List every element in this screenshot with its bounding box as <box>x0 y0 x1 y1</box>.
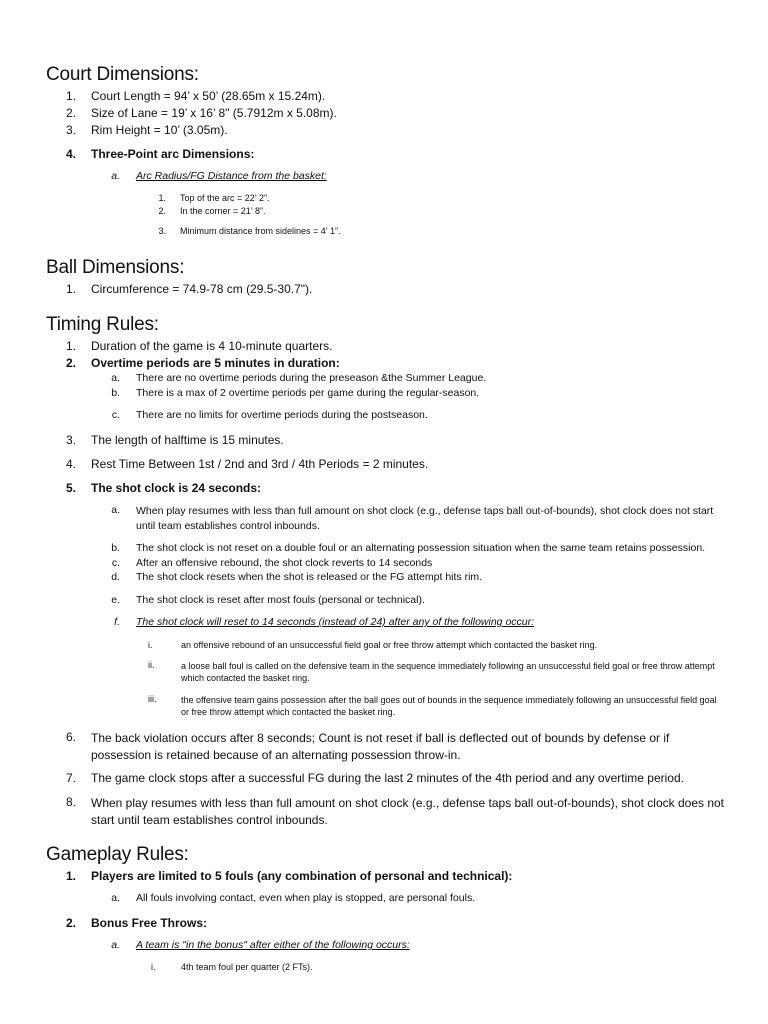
item-text: Circumference = 74.9-78 cm (29.5-30.7"). <box>91 282 313 296</box>
item-text: Rim Height = 10’ (3.05m). <box>91 123 228 137</box>
item-text: In the corner = 21’ 8”. <box>180 206 266 216</box>
item-text: The shot clock resets when the shot is released or the FG attempt hits rim. <box>136 571 483 583</box>
item-number: 1. <box>158 193 166 203</box>
item-number: 8. <box>65 795 76 809</box>
ball-dimensions-heading: Ball Dimensions: <box>46 257 185 278</box>
item-text: Arc Radius/FG Distance from the basket: <box>136 170 327 182</box>
item-text: Size of Lane = 19’ x 16’ 8" (5.7912m x 5.08m). <box>91 106 337 120</box>
item-text: a loose ball foul is called on the defensive team in the sequence immediately following an unsuccessful field goal or free throw attempt which contacted the basket ring. <box>181 661 715 683</box>
item-number: 2. <box>65 916 76 930</box>
item-number: 6. <box>65 730 76 744</box>
item-text: the offensive team gains possession after the ball goes out of bounds in the sequence immediately following an unsuccessful field goal or free throw attempt which contacted the basket ring. <box>181 695 717 717</box>
item-text: A team is "in the bonus" after either of the following occurs: <box>136 939 410 951</box>
item-number: 3. <box>65 123 76 137</box>
item-text: Rest Time Between 1st / 2nd and 3rd / 4th Periods = 2 minutes. <box>91 457 429 471</box>
item-number: 4. <box>65 147 76 161</box>
item-number: 1. <box>65 282 76 296</box>
item-number: 1. <box>65 869 76 883</box>
item-letter: b. <box>111 542 120 554</box>
item-letter: a. <box>111 892 120 904</box>
item-number: 2. <box>65 356 76 370</box>
item-roman: i. <box>151 962 156 972</box>
item-text: The shot clock will reset to 14 seconds (instead of 24) after any of the following occur: <box>136 616 535 628</box>
item-number: 1. <box>65 89 76 103</box>
item-roman: i. <box>148 640 153 650</box>
item-text: Bonus Free Throws: <box>91 916 208 930</box>
item-text: Players are limited to 5 fouls (any combination of personal and technical): <box>91 869 513 883</box>
item-text: Overtime periods are 5 minutes in duration: <box>91 356 340 370</box>
item-text: Court Length = 94’ x 50’ (28.65m x 15.24m). <box>91 89 326 103</box>
court-dimensions-heading: Court Dimensions: <box>46 64 199 85</box>
item-number: 7. <box>65 771 76 785</box>
item-text: Minimum distance from sidelines = 4’ 1”. <box>180 226 341 236</box>
item-text: When play resumes with less than full amount on shot clock (e.g., defense taps ball out-of-bounds), shot clock does not start until team establishes control inbounds. <box>91 796 725 827</box>
item-number: 5. <box>65 481 76 495</box>
item-roman: ii. <box>148 660 155 670</box>
item-number: 4. <box>65 457 76 471</box>
item-text: When play resumes with less than full amount on shot clock (e.g., defense taps ball out-of-bounds), shot clock does not start until team establishes control inbounds. <box>136 505 714 532</box>
item-text: The shot clock is not reset on a double foul or an alternating possession situation when the same team retains possession. <box>136 542 706 554</box>
item-number: 2. <box>158 206 166 216</box>
item-text: Three-Point arc Dimensions: <box>91 147 255 161</box>
item-number: 2. <box>65 106 76 120</box>
item-text: There are no limits for overtime periods during the postseason. <box>136 409 428 421</box>
item-text: The shot clock is 24 seconds: <box>91 481 262 495</box>
item-text: After an offensive rebound, the shot clock reverts to 14 seconds <box>136 557 433 569</box>
timing-rules-heading: Timing Rules: <box>46 314 159 335</box>
item-text: There are no overtime periods during the preseason &the Summer League. <box>136 372 487 384</box>
item-text: There is a max of 2 overtime periods per game during the regular-season. <box>136 387 480 399</box>
item-text: 4th team foul per quarter (2 FTs). <box>181 962 313 972</box>
item-letter: d. <box>111 571 120 583</box>
item-letter: e. <box>111 594 120 606</box>
item-letter: a. <box>111 939 120 951</box>
item-letter: f. <box>114 616 120 628</box>
item-text: an offensive rebound of an unsuccessful field goal or free throw attempt which contacted the basket ring. <box>181 640 598 650</box>
item-letter: c. <box>111 557 120 569</box>
item-letter: b. <box>111 387 120 399</box>
item-letter: a. <box>111 504 120 516</box>
item-text: The shot clock is reset after most fouls (personal or technical). <box>136 594 425 606</box>
gameplay-rules-heading: Gameplay Rules: <box>46 844 189 865</box>
item-text: Duration of the game is 4 10-minute quarters. <box>91 339 333 353</box>
item-number: 3. <box>65 433 76 447</box>
item-text: Top of the arc = 22’ 2”. <box>180 193 270 203</box>
item-number: 3. <box>158 226 166 236</box>
item-letter: c. <box>111 409 120 421</box>
item-roman: iii. <box>148 694 157 704</box>
item-text: The back violation occurs after 8 seconds; Count is not reset if ball is deflected out of bounds by defense or if possession is retained because of an alternating possession throw-in. <box>91 731 670 762</box>
item-letter: a. <box>111 170 120 182</box>
item-text: The game clock stops after a successful FG during the last 2 minutes of the 4th period and any overtime period. <box>91 771 684 785</box>
item-text: The length of halftime is 15 minutes. <box>91 433 284 447</box>
item-text: All fouls involving contact, even when play is stopped, are personal fouls. <box>136 892 476 904</box>
item-letter: a. <box>111 372 120 384</box>
item-number: 1. <box>65 339 76 353</box>
